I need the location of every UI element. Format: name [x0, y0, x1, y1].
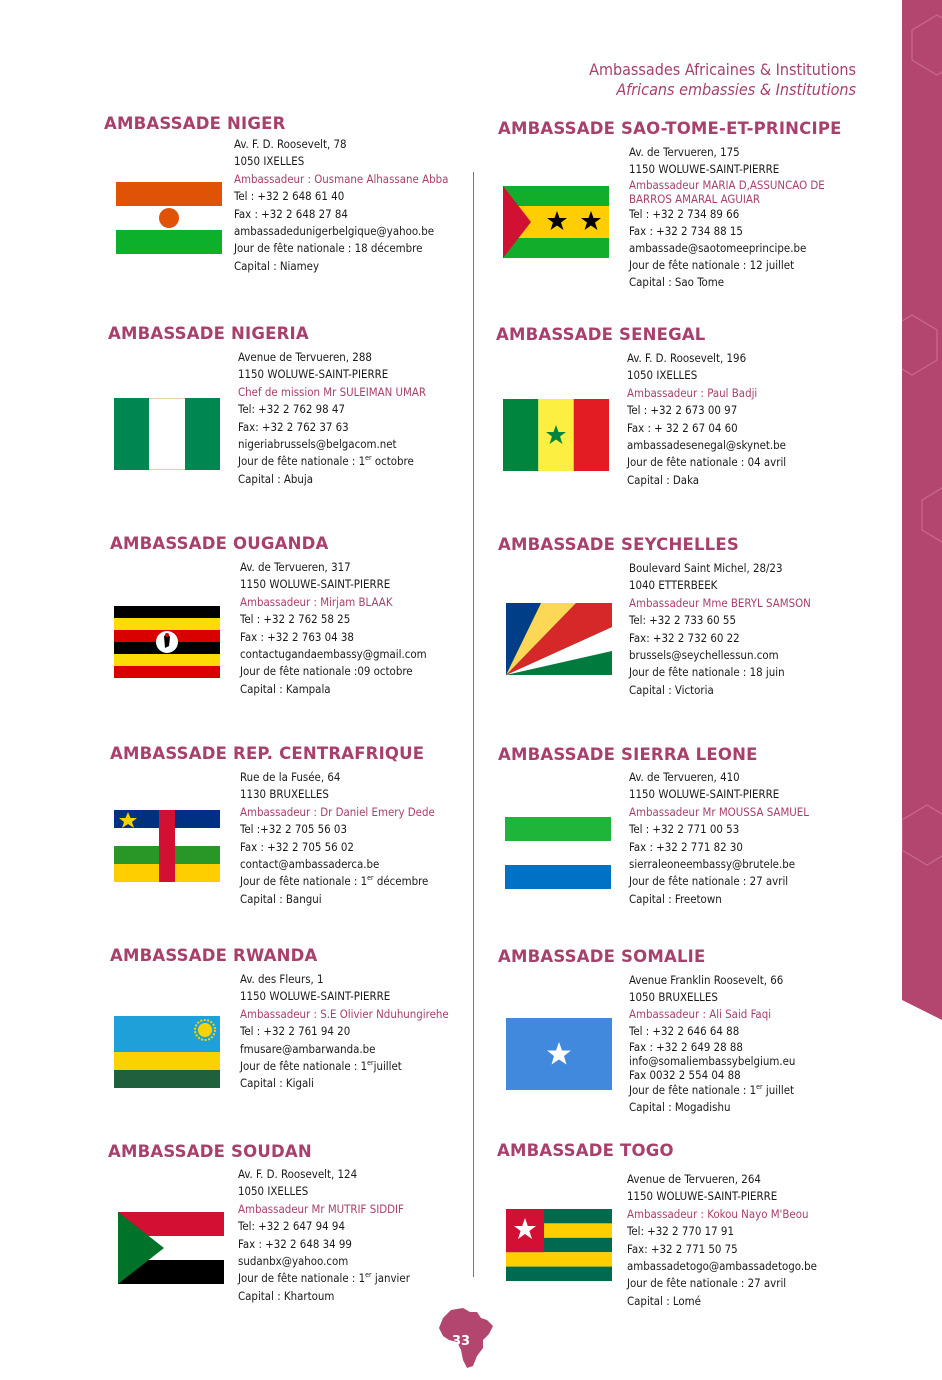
city-line: 1150 WOLUWE-SAINT-PIERRE: [629, 787, 780, 802]
ambassador-line: Ambassadeur : Dr Daniel Emery Dede: [240, 804, 435, 819]
embassy-title: AMBASSADE SAO-TOME-ET-PRINCIPE: [498, 119, 842, 138]
email-line[interactable]: ambassadedunigerbelgique@yahoo.be: [234, 224, 435, 239]
address-line: Avenue Franklin Roosevelt, 66: [629, 973, 784, 987]
phone-line: Tel: +32 2 647 94 94: [238, 1219, 345, 1234]
ambassador-line: Chef de mission Mr SULEIMAN UMAR: [238, 384, 427, 399]
seychelles-flag: [506, 603, 612, 675]
city-line: 1150 WOLUWE-SAINT-PIERRE: [238, 367, 389, 382]
address-line: Boulevard Saint Michel, 28/23: [629, 561, 783, 575]
embassy-details: [240, 559, 427, 698]
national-day-line: Jour de fête nationale : 27 avril: [629, 874, 789, 889]
address-line: Av. de Tervueren, 317: [240, 560, 351, 574]
phone-line: Tel : +32 2 771 00 53: [629, 822, 740, 837]
embassy-details: [629, 560, 811, 699]
phone-line: Tel : +32 2 646 64 88: [629, 1024, 740, 1038]
capital-line: Capital : Khartoum: [238, 1288, 335, 1303]
fax-line: Fax : +32 2 649 28 88: [629, 1040, 743, 1054]
national-day-line: Jour de fête nationale : 1er janvier: [238, 1271, 410, 1286]
embassy-title: AMBASSADE NIGER: [104, 114, 286, 133]
city-line: 1050 BRUXELLES: [629, 990, 718, 1004]
ambassador-line-cont: BARROS AMARAL AGUIAR: [629, 192, 760, 206]
ambassador-line: Ambassadeur : Ali Said Faqi: [629, 1007, 772, 1021]
niger-flag: [116, 182, 222, 254]
phone-line: Tel : +32 2 734 89 66: [629, 207, 740, 221]
address-line: Avenue de Tervueren, 264: [627, 1172, 761, 1186]
capital-line: Capital : Lomé: [627, 1293, 701, 1308]
national-day-line: Jour de fête nationale : 04 avril: [627, 455, 787, 470]
email-line[interactable]: brussels@seychellessun.com: [629, 648, 779, 663]
ambassador-line: Ambassadeur MARIA D,ASSUNCAO DE: [629, 178, 825, 192]
embassy-title: AMBASSADE RWANDA: [110, 946, 318, 965]
ambassador-line: Ambassadeur Mr MUTRIF SIDDIF: [238, 1201, 404, 1216]
embassy-details: [627, 350, 786, 489]
embassy-title: AMBASSADE REP. CENTRAFRIQUE: [110, 744, 425, 763]
embassy-title: AMBASSADE NIGERIA: [108, 324, 309, 343]
capital-line: Capital : Freetown: [629, 891, 722, 906]
sudan-flag: [118, 1212, 224, 1284]
address-line: Av. F. D. Roosevelt, 78: [234, 137, 347, 151]
fax-line: Fax: +32 2 732 60 22: [629, 630, 740, 645]
page-header: [589, 60, 856, 100]
national-day-line: Jour de fête nationale : 1erjuillet: [240, 1059, 402, 1074]
somalia-flag: [506, 1018, 612, 1090]
sierra-leone-flag: [505, 817, 611, 889]
address-line: Av. de Tervueren, 175: [629, 145, 740, 159]
capital-line: Capital : Kigali: [240, 1076, 314, 1091]
ambassador-line: Ambassadeur : Paul Badji: [627, 385, 758, 400]
embassy-title: AMBASSADE SOUDAN: [108, 1142, 312, 1161]
ambassador-line: Ambassadeur : S.E Olivier Nduhungirehe: [240, 1006, 449, 1021]
fax-line: Fax: +32 2 762 37 63: [238, 419, 349, 434]
city-line: 1050 IXELLES: [627, 368, 698, 383]
fax-line: Fax : +32 2 648 27 84: [234, 206, 348, 221]
embassy-title: AMBASSADE SENEGAL: [496, 325, 706, 344]
central-african-republic-flag: [114, 810, 220, 882]
fax-line: Fax : +32 2 734 88 15: [629, 224, 743, 238]
embassy-title: AMBASSADE SIERRA LEONE: [498, 745, 758, 764]
phone-line: Tel : +32 2 648 61 40: [234, 189, 345, 204]
phone-line: Tel :+32 2 705 56 03: [240, 822, 347, 837]
page-number: 33: [452, 1334, 471, 1349]
address-line: Av. de Tervueren, 410: [629, 770, 740, 784]
embassy-details: [238, 349, 426, 488]
national-day-line: Jour de fête nationale : 27 avril: [627, 1276, 787, 1291]
ambassador-line: Ambassadeur : Mirjam BLAAK: [240, 594, 393, 609]
ambassador-line: Ambassadeur : Kokou Nayo M'Beou: [627, 1206, 809, 1221]
email-line[interactable]: sudanbx@yahoo.com: [238, 1254, 349, 1269]
capital-line: Capital : Sao Tome: [629, 275, 725, 289]
city-line: 1040 ETTERBEEK: [629, 578, 718, 593]
email-line[interactable]: contactugandaembassy@gmail.com: [240, 647, 427, 662]
city-line: 1150 WOLUWE-SAINT-PIERRE: [627, 1189, 778, 1204]
address-line: Av. des Fleurs, 1: [240, 972, 324, 986]
address-line: Av. F. D. Roosevelt, 124: [238, 1167, 358, 1181]
capital-line: Capital : Daka: [627, 472, 700, 487]
national-day-line: Jour de fête nationale :09 octobre: [240, 664, 413, 679]
email-line[interactable]: ambassadetogo@ambassadetogo.be: [627, 1259, 817, 1274]
address-line: Avenue de Tervueren, 288: [238, 350, 372, 364]
capital-line: Capital : Bangui: [240, 891, 322, 906]
nigeria-flag: [114, 398, 220, 470]
fax-line: Fax : +32 2 771 82 30: [629, 839, 743, 854]
city-line: 1130 BRUXELLES: [240, 787, 329, 802]
email-line[interactable]: info@somaliembassybelgium.eu: [629, 1054, 796, 1068]
embassy-details: [234, 136, 448, 275]
sao-tome-flag: [503, 186, 609, 258]
capital-line: Capital : Mogadishu: [629, 1100, 731, 1114]
city-line: 1150 WOLUWE-SAINT-PIERRE: [240, 577, 391, 592]
phone-line: Tel: +32 2 762 98 47: [238, 402, 345, 417]
embassy-title: AMBASSADE SOMALIE: [498, 947, 706, 966]
embassy-details: [240, 769, 435, 908]
embassy-details: [629, 972, 795, 1116]
uganda-flag: [114, 606, 220, 678]
email-line[interactable]: contact@ambassaderca.be: [240, 857, 380, 872]
rwanda-flag: [114, 1016, 220, 1088]
phone-line: Tel : +32 2 761 94 20: [240, 1024, 351, 1039]
email-line[interactable]: nigeriabrussels@belgacom.net: [238, 437, 397, 452]
ambassador-line: Ambassadeur Mme BERYL SAMSON: [629, 595, 811, 610]
capital-line: Capital : Victoria: [629, 682, 714, 697]
embassy-title: AMBASSADE SEYCHELLES: [498, 535, 739, 554]
capital-line: Capital : Kampala: [240, 681, 331, 696]
embassy-details: [240, 971, 449, 1093]
address-line: Rue de la Fusée, 64: [240, 770, 341, 784]
embassy-title: AMBASSADE TOGO: [497, 1141, 674, 1160]
national-day-line: Jour de fête nationale : 1er octobre: [238, 454, 414, 469]
capital-line: Capital : Niamey: [234, 258, 320, 273]
header-title-french: Ambassades Africaines & Institutions: [589, 60, 856, 79]
embassy-details: [629, 144, 825, 291]
email-line[interactable]: ambassade@saotomeeprincipe.be: [629, 241, 807, 255]
fax-line: Fax : +32 2 763 04 38: [240, 629, 354, 644]
phone-line: Tel : +32 2 762 58 25: [240, 612, 351, 627]
embassy-details: [627, 1171, 817, 1310]
email-line[interactable]: ambassadesenegal@skynet.be: [627, 438, 786, 453]
phone-line: Tel: +32 2 770 17 91: [627, 1224, 734, 1239]
embassy-details: [238, 1166, 410, 1305]
fax-line: Fax: +32 2 771 50 75: [627, 1241, 738, 1256]
togo-flag: [506, 1209, 612, 1281]
national-day-line: Jour de fête nationale : 12 juillet: [629, 258, 795, 272]
email-line[interactable]: fmusare@ambarwanda.be: [240, 1041, 376, 1056]
city-line: 1050 IXELLES: [238, 1184, 309, 1199]
fax-line: Fax : + 32 2 67 04 60: [627, 420, 738, 435]
capital-line: Capital : Abuja: [238, 471, 314, 486]
address-line: Av. F. D. Roosevelt, 196: [627, 351, 747, 365]
city-line: 1150 WOLUWE-SAINT-PIERRE: [629, 162, 780, 176]
ambassador-line: Ambassadeur Mr MOUSSA SAMUEL: [629, 804, 809, 819]
embassy-details: [629, 769, 809, 908]
national-day-line: Jour de fête nationale : 18 décembre: [234, 241, 423, 256]
city-line: 1150 WOLUWE-SAINT-PIERRE: [240, 989, 391, 1004]
city-line: 1050 IXELLES: [234, 154, 305, 169]
phone-line: Tel: +32 2 733 60 55: [629, 613, 736, 628]
national-day-line: Jour de fête nationale : 18 juin: [629, 665, 785, 680]
national-day-line: Jour de fête nationale : 1er juillet: [629, 1083, 795, 1097]
fax-line-2: Fax 0032 2 554 04 88: [629, 1068, 741, 1082]
fax-line: Fax : +32 2 648 34 99: [238, 1236, 352, 1251]
fax-line: Fax : +32 2 705 56 02: [240, 839, 354, 854]
phone-line: Tel : +32 2 673 00 97: [627, 403, 738, 418]
senegal-flag: [503, 399, 609, 471]
side-decoration-band: [902, 0, 942, 1020]
national-day-line: Jour de fête nationale : 1er décembre: [240, 874, 429, 889]
ambassador-line: Ambassadeur : Ousmane Alhassane Abba: [234, 171, 449, 186]
embassy-title: AMBASSADE OUGANDA: [110, 534, 329, 553]
column-divider: [473, 172, 474, 1277]
email-line[interactable]: sierraleoneembassy@brutele.be: [629, 857, 796, 872]
header-title-english: Africans embassies & Institutions: [616, 80, 856, 99]
